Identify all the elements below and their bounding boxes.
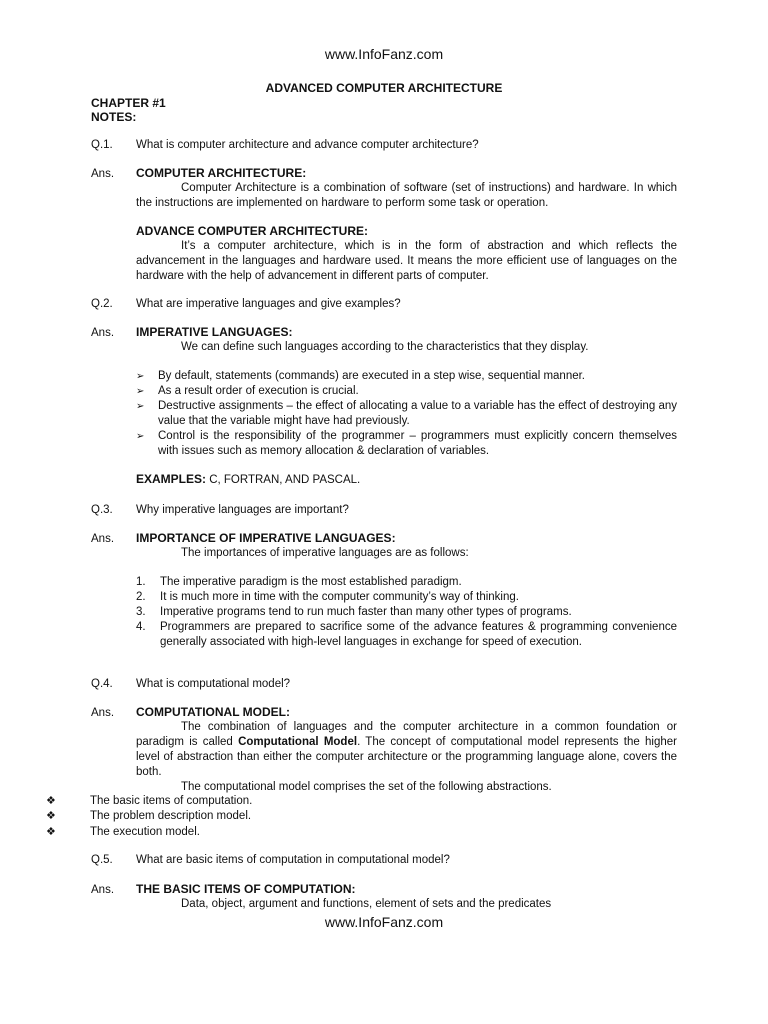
arrow-bullet-icon: ➢ [136,386,145,397]
list-item [136,429,677,459]
question-1 [91,139,479,151]
paragraph-text: . The concept of computational model represents the higher level of abstraction than either the computer architecture or the programming language alone, covers the both. [136,736,677,778]
list-item-text: As a result order of execution is crucial. [158,385,359,397]
question-3 [91,504,349,516]
list-number: 3. [136,606,146,618]
answer-label: Ans. [91,327,115,339]
list-item [136,399,677,429]
list-number: 1. [136,576,146,588]
paragraph: Data, object, argument and functions, element of sets and the predicates [181,898,552,910]
answer-label: Ans. [91,533,115,545]
list-item-text: The execution model. [90,825,200,838]
paragraph: It’s a computer architecture, which is in the form of abstraction and which reflects the advancement in the languages and hardware used. It means the more efficient use of languages on the hardware with the help of advancement in different parts of computer. [136,240,677,282]
answer-4 [136,705,677,795]
paragraph: The importances of imperative languages are as follows: [181,547,469,559]
section-heading: IMPERATIVE LANGUAGES: [136,325,293,339]
question-text: What is computer architecture and advance computer architecture? [136,139,479,151]
section-heading: ADVANCE COMPUTER ARCHITECTURE: [136,224,368,238]
list-item [136,384,677,399]
question-number: Q.1. [91,139,113,151]
answer-label: Ans. [91,707,115,719]
list-item-text: The basic items of computation. [90,795,253,807]
section-heading: IMPORTANCE OF IMPERATIVE LANGUAGES: [136,531,396,545]
list-item-text: Programmers are prepared to sacrifice some of the advance features & programming convenience generally associated with high-level languages in exchange for speed of execution. [160,621,677,648]
list-item-text: Control is the responsibility of the programmer – programmers must explicitly concern themselves with issues such as memory allocation & declaration of variables. [158,430,677,457]
section-heading: THE BASIC ITEMS OF COMPUTATION: [136,882,356,896]
paragraph: We can define such languages according to the characteristics that they display. [181,341,589,353]
chapter-heading [91,96,166,124]
answer-2 [136,325,677,488]
section-heading: COMPUTER ARCHITECTURE: [136,166,307,180]
question-number: Q.3. [91,504,113,516]
list-item [116,605,677,620]
list-item [116,620,677,650]
list-item [116,575,677,590]
question-number: Q.5. [91,854,113,866]
answer-3 [136,531,677,650]
answer-label: Ans. [91,168,115,180]
examples-label: EXAMPLES: [136,472,207,486]
list-item-text: It is much more in time with the computer community’s way of thinking. [160,591,519,603]
list-item [116,590,677,605]
diamond-bullet-icon: ❖ [46,795,56,807]
question-text: Why imperative languages are important? [136,504,349,516]
diamond-bullet-icon: ❖ [46,825,56,838]
list-item-text: Imperative programs tend to run much faster than many other types of programs. [160,606,572,618]
list-item-text: Destructive assignments – the effect of allocating a value to a variable has the effect of destroying any value that the variable might have had previously. [158,400,677,427]
paragraph: The computational model comprises the set of the following abstractions. [181,781,552,793]
list-item [46,809,252,824]
list-item [136,369,677,384]
diamond-list [46,794,252,840]
bullet-list [136,369,677,459]
list-item [46,794,252,809]
arrow-bullet-icon: ➢ [136,371,145,382]
numbered-list [116,575,677,650]
page-header: www.InfoFanz.com [324,46,444,62]
paragraph-text: The combination of languages and the computer architecture in a common foundation or paradigm is called [136,721,677,748]
paragraph: Computer Architecture is a combination of software (set of instructions) and hardware. In which the instructions are implemented on hardware to perform some task or operation. [136,182,677,209]
question-text: What are basic items of computation in computational model? [136,854,450,866]
arrow-bullet-icon: ➢ [136,431,145,442]
document-title: ADVANCED COMPUTER ARCHITECTURE [265,81,503,95]
answer-label: Ans. [91,884,115,896]
list-number: 2. [136,591,146,603]
question-5 [91,854,450,866]
list-item [46,825,252,840]
notes-label: NOTES: [91,110,137,124]
answer-5 [136,882,677,912]
list-item-text: The problem description model. [90,810,252,823]
question-text: What are imperative languages and give examples? [136,298,401,310]
diamond-bullet-icon: ❖ [46,810,56,823]
list-item-text: By default, statements (commands) are executed in a step wise, sequential manner. [158,370,585,382]
question-number: Q.2. [91,298,113,310]
examples-line [136,472,677,488]
question-2 [91,298,401,310]
list-number: 4. [136,621,146,633]
arrow-bullet-icon: ➢ [136,401,145,412]
paragraph [136,720,677,780]
page-footer: www.InfoFanz.com [324,914,444,930]
question-number: Q.4. [91,678,113,690]
answer-1 [136,166,677,284]
bold-term: Computational Model [238,736,358,748]
question-text: What is computational model? [136,678,291,690]
section-heading: COMPUTATIONAL MODEL: [136,705,290,719]
chapter-label: CHAPTER #1 [91,96,166,110]
list-item-text: The imperative paradigm is the most established paradigm. [160,576,462,588]
examples-text: C, FORTRAN, AND PASCAL. [206,474,361,486]
question-4 [91,678,290,690]
